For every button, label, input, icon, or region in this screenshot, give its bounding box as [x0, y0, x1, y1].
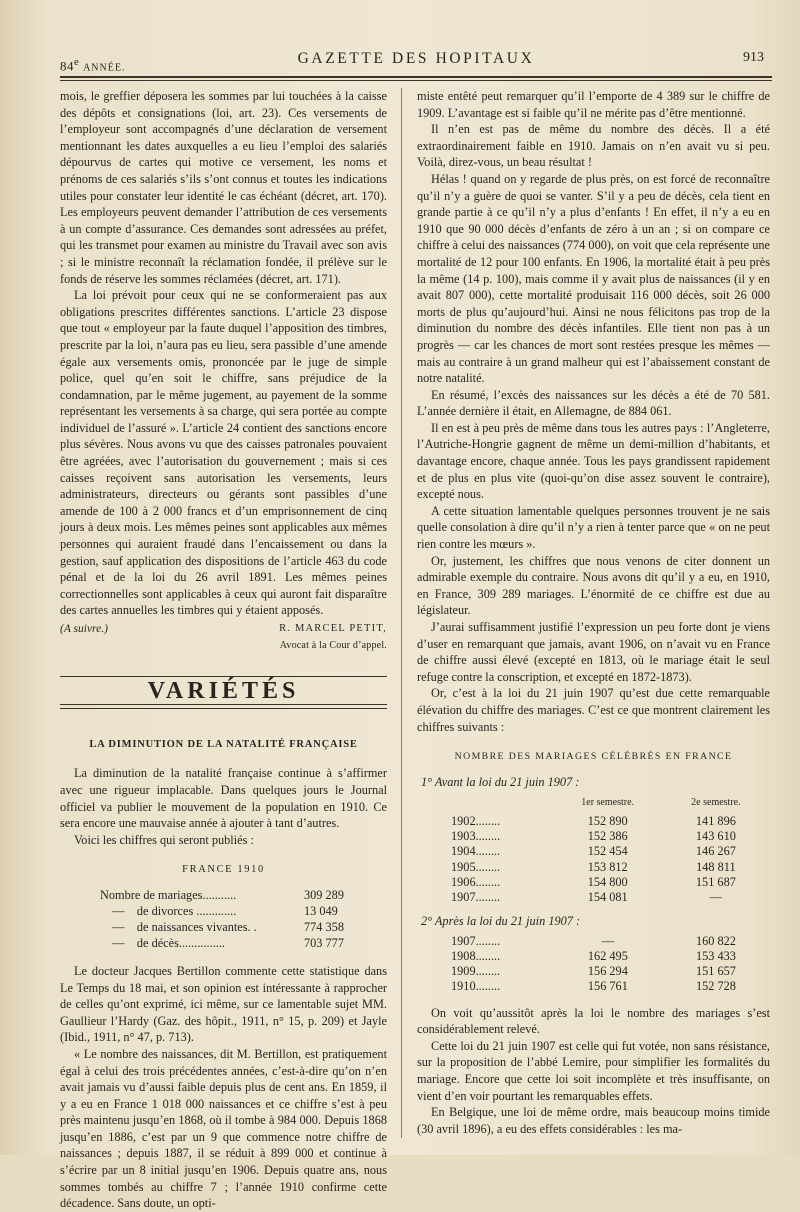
paragraph: Il en est à peu près de même dans tous les autres pays : l’Angleterre, l’Autriche-Hongrie gagnent de même un demi-million d’habitants, et davantage encore, chaque année. Tous les pays grandissent rapidement et de plus en plus vite (quoi-qu’on dise assez souvent le contraire), excepté nous. [417, 420, 770, 502]
row-value: 703 777 [304, 935, 344, 950]
row-label: — de décès............... [100, 935, 225, 950]
value-cell: 160 822 [695, 933, 736, 948]
value-cell: 154 081 [587, 889, 628, 904]
value-cell: 152 386 [587, 829, 628, 844]
table-row [451, 844, 770, 859]
table-row [451, 860, 770, 875]
value-cell: 154 800 [587, 874, 628, 889]
table-row [451, 875, 770, 890]
paragraph: En résumé, l’excès des naissances sur les décès a été de 70 581. L’année dernière il était, en Allemagne, de 884 061. [417, 387, 770, 419]
row-value: 13 049 [304, 903, 338, 918]
header-rule-thin [60, 80, 772, 81]
value-cell: 148 811 [696, 859, 736, 874]
marriage-table-after [451, 934, 770, 995]
value-cell: 156 761 [587, 979, 628, 994]
table-row [100, 919, 344, 935]
table-row [100, 903, 344, 919]
table-row [100, 935, 344, 951]
to-be-continued: (A suivre.) [60, 623, 108, 635]
year-cell: 1910........ [451, 979, 501, 994]
paragraph: miste entêté peut remarquer qu’il l’emporte de 4 389 sur le chiffre de 1909. L’avantage est si faible qu’il ne mérite pas d’être mentionné. [417, 89, 770, 120]
paragraph: « Le nombre des naissances, dit M. Bertillon, est pratiquement égal à celui des trois précédentes années, c’est-à-dire qu’on n’en avait jamais vu d’aussi faible depuis plus de cent ans. En 1859, il y a eu en France 1 018 000 naissances et ce chiffre s’est à peu près maintenu jusqu’en 1868, où il tombe à 984 000. Depuis 1868 jusqu’en 1886, c’est par un 9 que commence notre chiffre de naissances ; depuis 1887, il se réduit à 899 000 et continue à s’écrire par un 8 initial jusqu’en 1906. Depuis quatre ans, nous sommes tombés au chiffre 7 ; l’année 1910 confirme cette décadence. Sans doute, un opti- [60, 1046, 387, 1211]
row-value: 309 289 [304, 887, 344, 902]
paragraph: Hélas ! quand on y regarde de plus près, on est forcé de reconnaître qu’il n’y a guère de quoi se vanter. S’il y a peu de décès, cela tient en grande partie à ce qu’il n’y a plus d’enfants ! En effet, il n’y a eu en 1910 que 90 000 décès d’enfants de zéro à un an ; si on compare ce chiffre à celui des naissances (774 000), on voit que cela représente une mortalité de 12 pour 100 enfants. En 1906, la mortalité était à peu près la même (14 p. 100), mais comme il y avait plus de naissances (il y en avait 807 000), cette mortalité produisait 116 000 décès, soit 26 000 morts de plus qu’aujourd’hui. Ainsi ne nous félicitons pas trop de la diminution du nombre des décès infantiles. Elle tient non pas à un progrès — car les chances de mort sont restées presque les mêmes — mais au contraire à un grand malheur qui est l’abaissement constant de notre natalité. [417, 171, 770, 386]
article-title: LA DIMINUTION DE LA NATALITÉ FRANÇAISE [89, 738, 358, 750]
value-cell: 152 890 [587, 813, 628, 828]
section-title: VARIÉTÉS [60, 676, 387, 705]
year-cell: 1902........ [451, 813, 501, 828]
row-label: — de naissances vivantes. . [100, 919, 257, 934]
value-cell: 162 495 [587, 948, 628, 963]
paragraph: Or, c’est à la loi du 21 juin 1907 qu’est due cette remarquable élévation du chiffre des mariages. C’est ce que montrent clairement les chiffres suivants : [417, 686, 770, 734]
value-cell: — [601, 933, 615, 948]
paragraph: Or, justement, les chiffres que nous venons de citer donnent un admirable exemple du contraire. Nous avons dit qu’il y a eu, en 1910, en France, 309 289 mariages. L’énormité de ce chiffre est due au législateur. [417, 553, 770, 618]
year-cell: 1907........ [451, 889, 501, 904]
year-cell: 1907........ [451, 933, 501, 948]
paragraph: A cette situation lamentable quelques personnes trouvent je ne sais quelle consolation à dire qu’il n’y a rien à tenter parce que « on ne peut rien contre les mœurs ». [417, 503, 770, 552]
journal-title: GAZETTE DES HOPITAUX [297, 50, 535, 67]
col-header: 1er semestre. [581, 797, 635, 809]
year-cell: 1905........ [451, 859, 501, 874]
value-cell: 151 687 [695, 874, 736, 889]
page-number: 913 [743, 50, 764, 65]
paragraph: Cette loi du 21 juin 1907 est celle qui fut votée, non sans résistance, sur la proposition de l’abbé Lemire, pour simplifier les formalités du mariage. Encore que cette loi soit incomplète et très insuffisante, on vient d’en voir pourtant les remarquables effets. [417, 1038, 770, 1103]
table-row [451, 829, 770, 844]
value-cell: 146 267 [695, 844, 736, 859]
year-cell: 1909........ [451, 964, 501, 979]
paragraph: Il n’en est pas de même du nombre des décès. Il a été extraordinairement faible en 1910. Jamais on n’en avait vu si peu. Voilà, direz-vous, un beau résultat ! [417, 122, 770, 170]
value-cell: — [709, 889, 723, 904]
period-after-label: 2° Après la loi du 21 juin 1907 : [421, 914, 581, 929]
value-cell: 152 454 [587, 844, 628, 859]
right-column [417, 88, 770, 1137]
row-label: — de divorces ............. [100, 903, 237, 918]
year-cell: 1908........ [451, 948, 501, 963]
signature-block [60, 621, 387, 654]
table-header-row [451, 794, 770, 814]
issue-word: ANNÉE. [83, 62, 126, 74]
value-cell: 153 433 [695, 948, 736, 963]
col-header: 2e semestre. [691, 797, 741, 809]
table-row [451, 814, 770, 829]
table-row [451, 949, 770, 964]
marriage-table-before [451, 794, 770, 905]
left-column [60, 88, 387, 1212]
paragraph: Le docteur Jacques Bertillon commente cette statistique dans Le Temps du 18 mai, et son opinion est intéressante à rapprocher de celles qu’ont exprimé, ici même, sur ce lamentable sujet MM. Gaullieur l’Hardy (Gaz. des hôpit., 1911, n° 15, p. 209) et Jayle (Ibid., 1911, n° 47, p. 713). [60, 963, 387, 1045]
value-cell: 153 812 [587, 859, 628, 874]
year-cell: 1904........ [451, 844, 501, 859]
table-row [100, 887, 344, 903]
page-header [60, 44, 772, 74]
value-cell: 141 896 [695, 813, 736, 828]
row-value: 774 358 [304, 919, 344, 934]
header-rule [60, 76, 772, 78]
value-cell: 151 657 [695, 964, 736, 979]
issue-number: 84 [60, 58, 74, 74]
paragraph: mois, le greffier déposera les sommes par lui touchées à la caisse des dépôts et consignations (loi, art. 23). Ces versements de l’employeur sont accompagnés d’une déclaration de versement mentionnant les dates auxquelles a eu lieu l’emploi des salariés dépourvus de cartes qui motive ce versement, les noms et prénoms de ces salariés s’ils s’ont connus et toutes les indications utiles pour constater leur identité le cas échéant (décret, art. 170). Les employeurs peuvent demander l’attribution de ces versements à un compte d’assurance. Ces demandes sont adressées au préfet, qui les transmet pour examen au ministre du Travail avec son avis ; si le ministre reconnaît la réclamation fondée, il prélève sur le fonds de réserve les sommes réclamées (décret, art. 171). [60, 89, 387, 286]
author-title: Avocat à la Cour d’appel. [279, 639, 387, 651]
value-cell: 152 728 [695, 979, 736, 994]
section-header [60, 676, 387, 709]
author-name: R. MARCEL PETIT, [279, 623, 387, 634]
marriage-table-title: NOMBRE DES MARIAGES CÉLÉBRÉS EN FRANCE [454, 751, 733, 763]
paragraph: J’aurai suffisamment justifié l’expression un peu forte dont je viens d’user en remarquant que jamais, avant 1906, on n’avait vu en France de chiffre aussi élevé (excepté en 1813, où le mariage était le seul refuge contre la conscription, et excepté en 1872-1873). [417, 620, 770, 684]
column-divider [401, 88, 402, 1138]
issue-sup: e [74, 56, 80, 68]
value-cell: 143 610 [695, 829, 736, 844]
paragraph: En Belgique, une loi de même ordre, mais beaucoup moins timide (30 avril 1896), a eu des effets considérables : les ma- [417, 1105, 770, 1136]
stats-table-title: FRANCE 1910 [182, 864, 265, 876]
paragraph: Voici les chiffres qui seront publiés : [74, 832, 254, 847]
table-row [451, 890, 770, 905]
paragraph: On voit qu’aussitôt après la loi le nombre des mariages s’est considérablement relevé. [417, 1005, 770, 1037]
section-rule [60, 708, 387, 709]
year-cell: 1906........ [451, 874, 501, 889]
stats-table [100, 887, 344, 951]
value-cell: 156 294 [587, 964, 628, 979]
year-cell: 1903........ [451, 829, 501, 844]
paragraph: La loi prévoit pour ceux qui ne se conformeraient pas aux obligations prescrites différentes sanctions. L’article 23 dispose que tout « employeur par la faute duquel l’apposition des timbres, prescrite par la loi, n’aura pas eu lieu, sera passible d’une amende égale aux versements omis, prononcée par le juge de simple police, quel qu’en soit le chiffre, sans préjudice de la condamnation, par le même jugement, au payement de la somme représentant les versements à sa charge, qui sera portée au compte individuel de l’assuré ». L’article 24 contient des sanctions encore plus sévères. Nous avons vu que des caisses patronales pouvaient être agréées, avec l’autorisation du gouvernement ; mais si ces caisses reçoivent sans autorisation les versements, leurs administrateurs, directeurs ou gérants sont passibles d’une amende de 100 à 2 000 francs et d’un emprisonnement de cinq jours à deux mois. Les mêmes peines sont applicables aux mêmes personnes qui auraient fraudé dans l’encaissement ou dans la gestion, sauf application des dispositions de l’article 463 du code pénal et de la loi du 26 avril 1891. Les mêmes peines correctionnelles sont applicables à ceux qui auront fait disparaître des cartes annuelles les timbres qui y étaient apposés. [60, 288, 387, 618]
table-row [451, 979, 770, 994]
paragraph: La diminution de la natalité française continue à s’affirmer avec une rigueur implacable. Dans quelques jours le Journal officiel va publier le mouvement de la population en 1910. Ce sera encore une mauvaise année à ajouter à tant d’autres. [60, 766, 387, 831]
table-row [451, 934, 770, 949]
author-block [279, 621, 387, 654]
period-before-label: 1° Avant la loi du 21 juin 1907 : [421, 774, 580, 789]
row-label: Nombre de mariages........... [100, 887, 237, 902]
table-row [451, 964, 770, 979]
